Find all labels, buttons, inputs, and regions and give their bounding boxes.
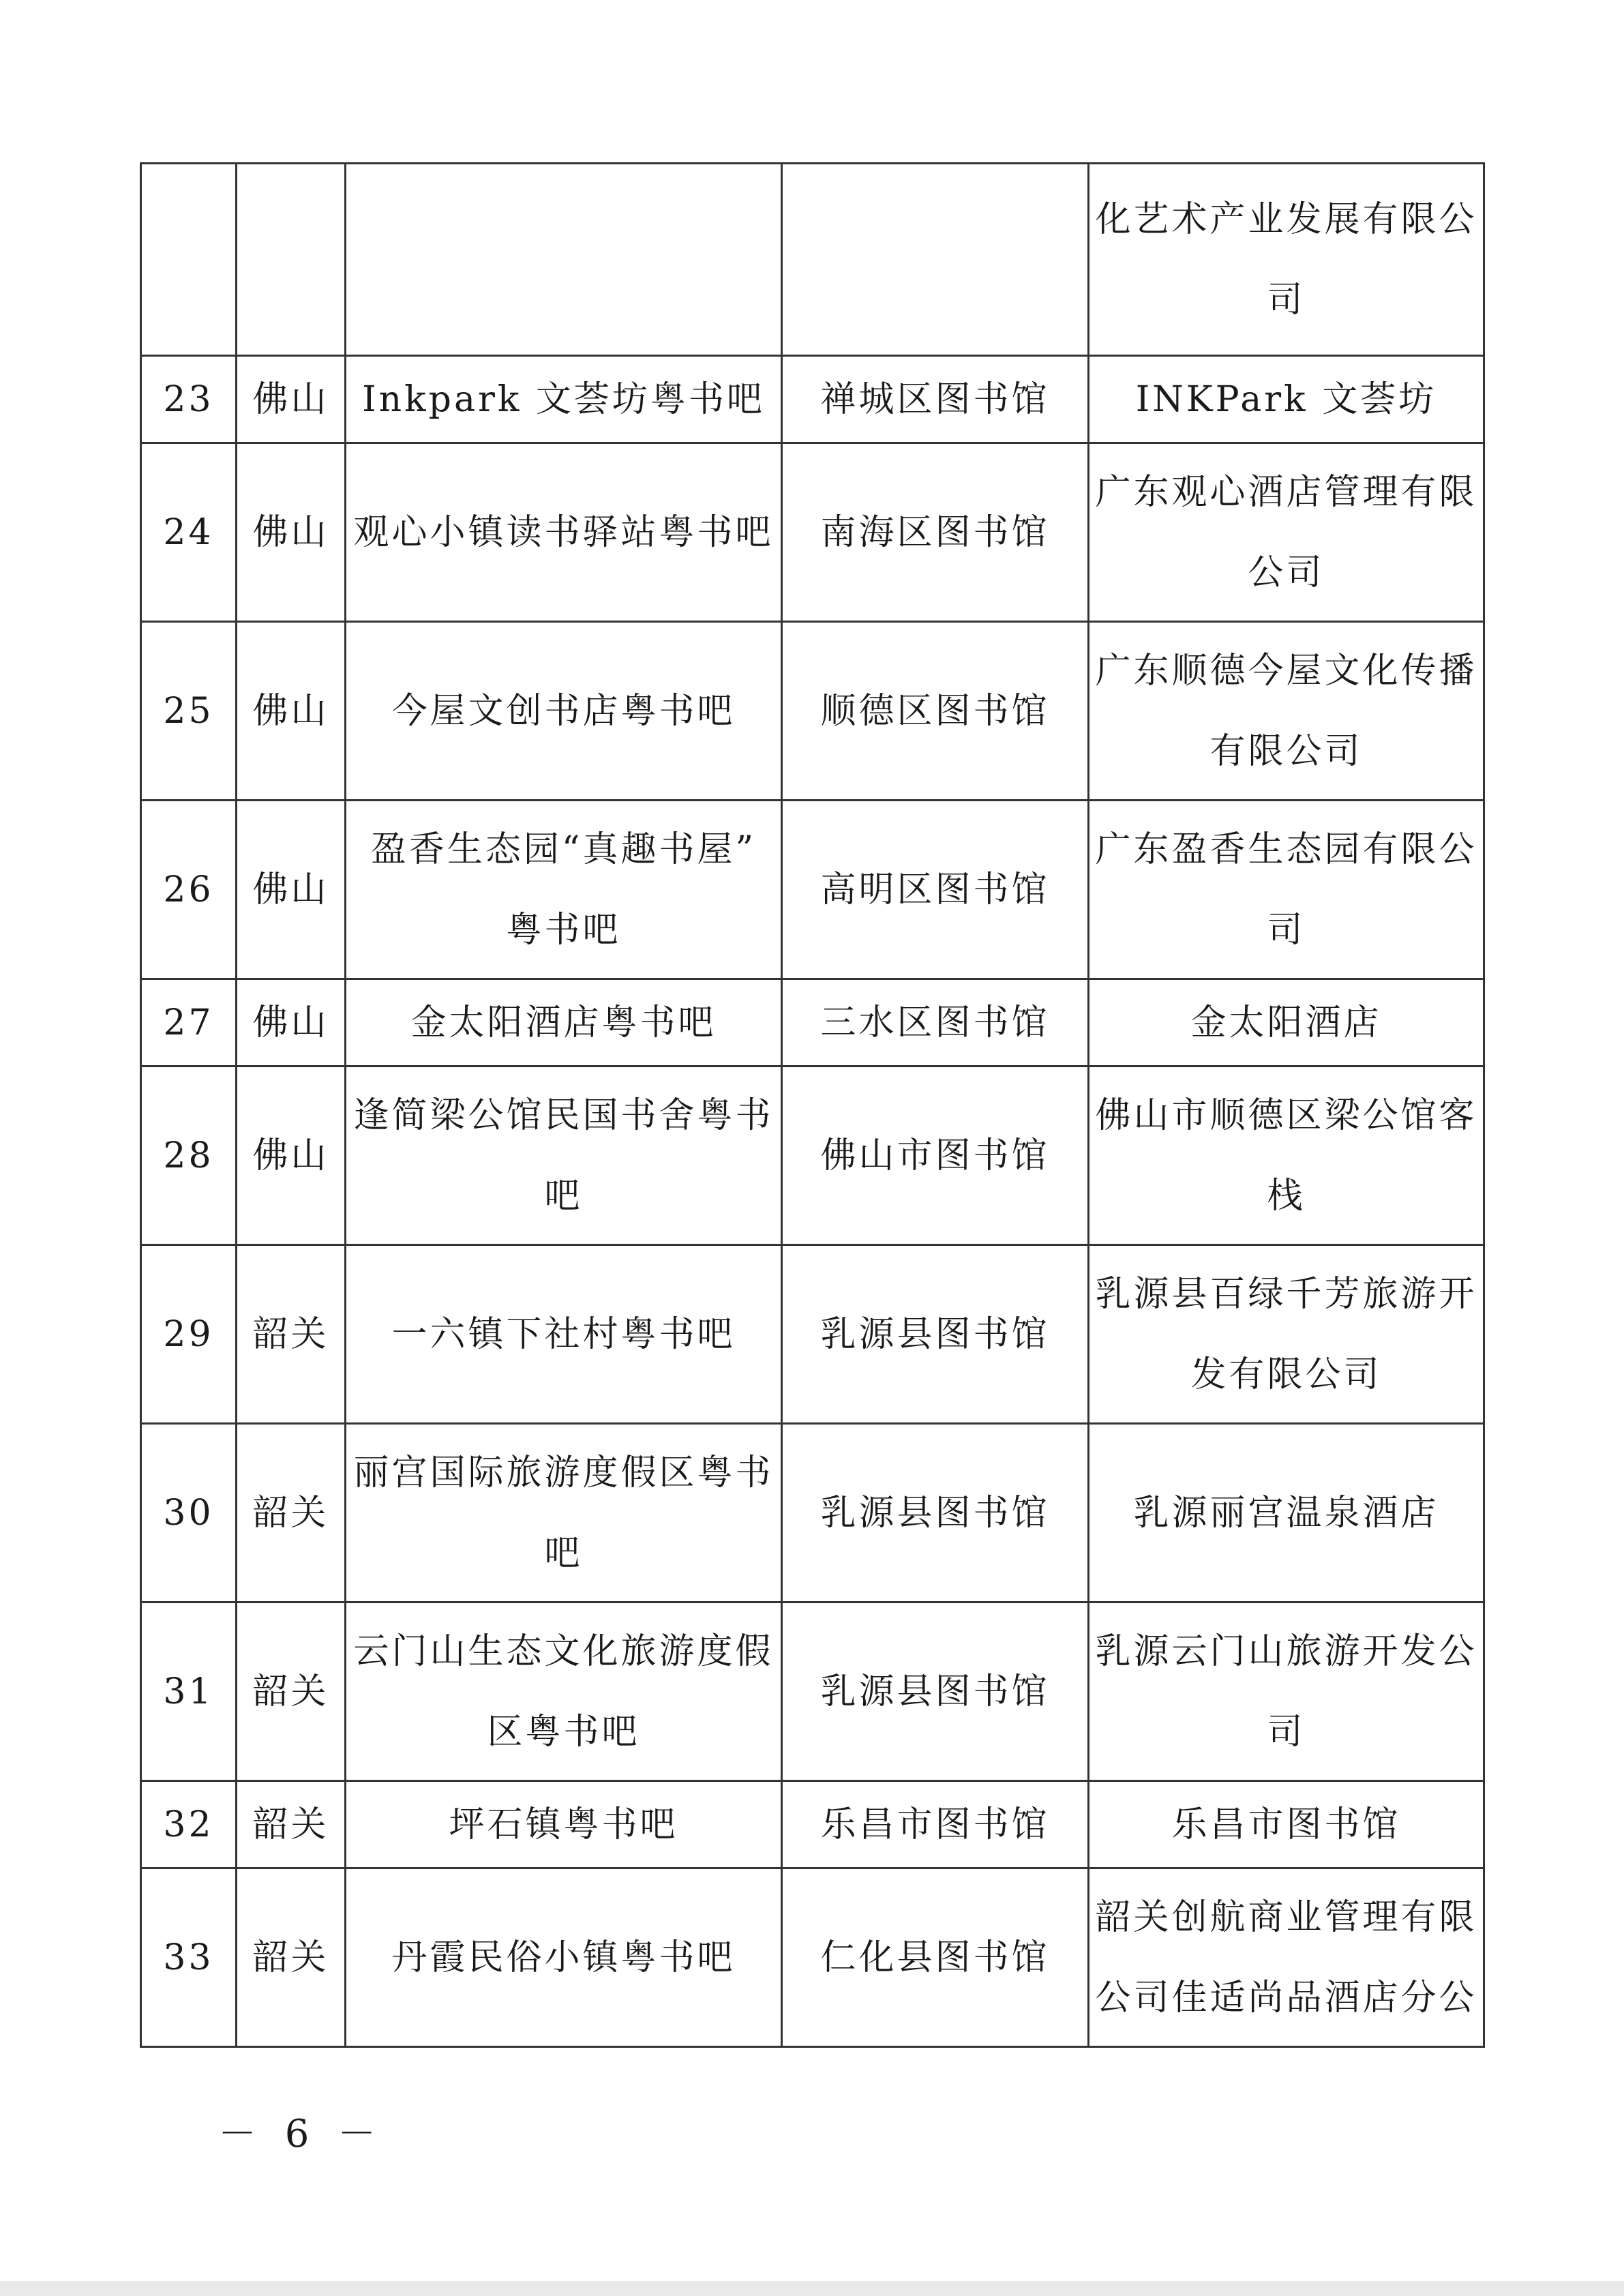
table-row: [141, 979, 1484, 1067]
cell-operator: [1089, 801, 1484, 979]
cell-library-line: 乳源县图书馆: [820, 1671, 1050, 1712]
cell-bookbar-name-line: 丹霞民俗小镇粤书吧: [391, 1937, 736, 1978]
cell-bookbar-name-line: 吧: [544, 1532, 583, 1574]
cell-number: 28: [141, 1067, 237, 1245]
cell-number: 29: [141, 1245, 237, 1424]
cell-library-line: 高明区图书馆: [820, 869, 1050, 910]
table-row: [141, 1602, 1484, 1781]
cell-library: [782, 356, 1089, 443]
cell-operator: [1089, 443, 1484, 622]
cell-city: 韶关: [237, 1245, 346, 1424]
table-row: [141, 622, 1484, 801]
cell-bookbar-name: [346, 443, 782, 622]
page-number: － 6 －: [218, 2112, 385, 2156]
bookbar-list-table: [140, 162, 1485, 2048]
cell-bookbar-name-line: 一六镇下社村粤书吧: [391, 1313, 736, 1355]
cell-operator: [1089, 979, 1484, 1067]
cell-library: [782, 622, 1089, 801]
cell-operator-line: 司: [1267, 1711, 1306, 1753]
cell-operator-line: 韶关创航商业管理有限: [1095, 1896, 1477, 1938]
cell-number: 30: [141, 1424, 237, 1602]
cell-bookbar-name: [346, 622, 782, 801]
cell-bookbar-name-line: 盈香生态园“真趣书屋”: [370, 829, 757, 870]
cell-bookbar-name: [346, 979, 782, 1067]
cell-library: [782, 164, 1089, 356]
cell-library: [782, 1067, 1089, 1245]
cell-library-line: 乐昌市图书馆: [820, 1804, 1050, 1845]
cell-city: 佛山: [237, 622, 346, 801]
table-row: [141, 164, 1484, 356]
cell-number: 23: [141, 356, 237, 443]
cell-library-line: 顺德区图书馆: [820, 690, 1050, 732]
cell-bookbar-name-line: 逢简梁公馆民国书舍粤书: [353, 1094, 774, 1136]
cell-city: 韶关: [237, 1868, 346, 2047]
cell-library: [782, 1424, 1089, 1602]
cell-operator: [1089, 1781, 1484, 1868]
cell-city: 韶关: [237, 1424, 346, 1602]
cell-library-line: 仁化县图书馆: [820, 1937, 1050, 1978]
cell-number: 32: [141, 1781, 237, 1868]
cell-operator: [1089, 1067, 1484, 1245]
cell-operator-line: 公司: [1248, 552, 1325, 593]
cell-bookbar-name: [346, 1245, 782, 1424]
cell-operator-line: 化艺术产业发展有限公: [1095, 198, 1477, 240]
cell-bookbar-name-line: 坪石镇粤书吧: [449, 1804, 678, 1845]
cell-library: [782, 1245, 1089, 1424]
cell-operator-line: 有限公司: [1209, 730, 1363, 772]
table-row: [141, 443, 1484, 622]
table-row: [141, 1781, 1484, 1868]
cell-operator-line: 乳源云门山旅游开发公: [1095, 1630, 1477, 1672]
cell-operator: [1089, 164, 1484, 356]
cell-operator-line: 司: [1267, 279, 1306, 320]
cell-bookbar-name-line: 观心小镇读书驿站粤书吧: [353, 511, 774, 553]
cell-operator-line: 广东顺德今屋文化传播: [1095, 650, 1477, 691]
cell-bookbar-name: [346, 1424, 782, 1602]
table-row: [141, 801, 1484, 979]
cell-operator-line: 广东观心酒店管理有限: [1095, 471, 1477, 513]
cell-number: 26: [141, 801, 237, 979]
cell-operator-line: 乳源县百绿千芳旅游开: [1095, 1273, 1477, 1315]
cell-bookbar-name: [346, 164, 782, 356]
cell-operator-line: 金太阳酒店: [1190, 1002, 1382, 1043]
cell-operator-line: 栈: [1267, 1175, 1306, 1217]
cell-bookbar-name: [346, 1067, 782, 1245]
cell-bookbar-name: [346, 801, 782, 979]
cell-library-line: 乳源县图书馆: [820, 1492, 1050, 1534]
table-row: [141, 1424, 1484, 1602]
cell-library: [782, 1602, 1089, 1781]
cell-library: [782, 979, 1089, 1067]
cell-library-line: 南海区图书馆: [820, 511, 1050, 553]
cell-bookbar-name: [346, 1602, 782, 1781]
cell-operator-line: 广东盈香生态园有限公: [1095, 829, 1477, 870]
cell-city: 佛山: [237, 356, 346, 443]
cell-city: [237, 164, 346, 356]
cell-bookbar-name-line: 吧: [544, 1175, 583, 1217]
cell-operator-line: 公司佳适尚品酒店分公: [1095, 1977, 1477, 2018]
cell-library: [782, 1781, 1089, 1868]
cell-library-line: 佛山市图书馆: [820, 1135, 1050, 1176]
cell-bookbar-name-line: 今屋文创书店粤书吧: [391, 690, 736, 732]
cell-bookbar-name-line: 区粤书吧: [487, 1711, 640, 1753]
cell-bookbar-name-line: Inkpark 文荟坊粤书吧: [362, 378, 765, 420]
cell-operator: [1089, 1424, 1484, 1602]
table-row: [141, 356, 1484, 443]
cell-number: 25: [141, 622, 237, 801]
scan-edge: [0, 2281, 1624, 2296]
cell-operator-line: 乐昌市图书馆: [1171, 1804, 1401, 1845]
cell-bookbar-name-line: 丽宫国际旅游度假区粤书: [353, 1452, 774, 1493]
cell-library-line: 禅城区图书馆: [820, 378, 1050, 420]
cell-operator-line: 发有限公司: [1190, 1354, 1382, 1395]
cell-bookbar-name: [346, 1868, 782, 2047]
cell-city: 韶关: [237, 1781, 346, 1868]
table-body: [141, 164, 1484, 2047]
table-row: [141, 1245, 1484, 1424]
cell-operator: [1089, 1245, 1484, 1424]
cell-number: [141, 164, 237, 356]
cell-city: 佛山: [237, 1067, 346, 1245]
cell-library-line: 乳源县图书馆: [820, 1313, 1050, 1355]
cell-operator: [1089, 1868, 1484, 2047]
cell-number: 27: [141, 979, 237, 1067]
cell-bookbar-name-line: 云门山生态文化旅游度假: [353, 1630, 774, 1672]
cell-number: 24: [141, 443, 237, 622]
cell-library: [782, 1868, 1089, 2047]
cell-number: 31: [141, 1602, 237, 1781]
cell-bookbar-name: [346, 1781, 782, 1868]
cell-city: 佛山: [237, 443, 346, 622]
cell-operator-line: 佛山市顺德区梁公馆客: [1095, 1094, 1477, 1136]
cell-operator: [1089, 1602, 1484, 1781]
cell-operator-line: 乳源丽宫温泉酒店: [1133, 1492, 1439, 1534]
cell-operator-line: 司: [1267, 909, 1306, 951]
cell-city: 佛山: [237, 801, 346, 979]
table-row: [141, 1067, 1484, 1245]
table-row: [141, 1868, 1484, 2047]
cell-bookbar-name-line: 金太阳酒店粤书吧: [410, 1002, 717, 1043]
cell-number: 33: [141, 1868, 237, 2047]
cell-city: 韶关: [237, 1602, 346, 1781]
cell-bookbar-name-line: 粤书吧: [506, 909, 621, 951]
cell-library-line: 三水区图书馆: [820, 1002, 1050, 1043]
cell-city: 佛山: [237, 979, 346, 1067]
cell-bookbar-name: [346, 356, 782, 443]
cell-library: [782, 801, 1089, 979]
cell-library: [782, 443, 1089, 622]
cell-operator: [1089, 356, 1484, 443]
cell-operator: [1089, 622, 1484, 801]
cell-operator-line: INKPark 文荟坊: [1135, 378, 1437, 420]
